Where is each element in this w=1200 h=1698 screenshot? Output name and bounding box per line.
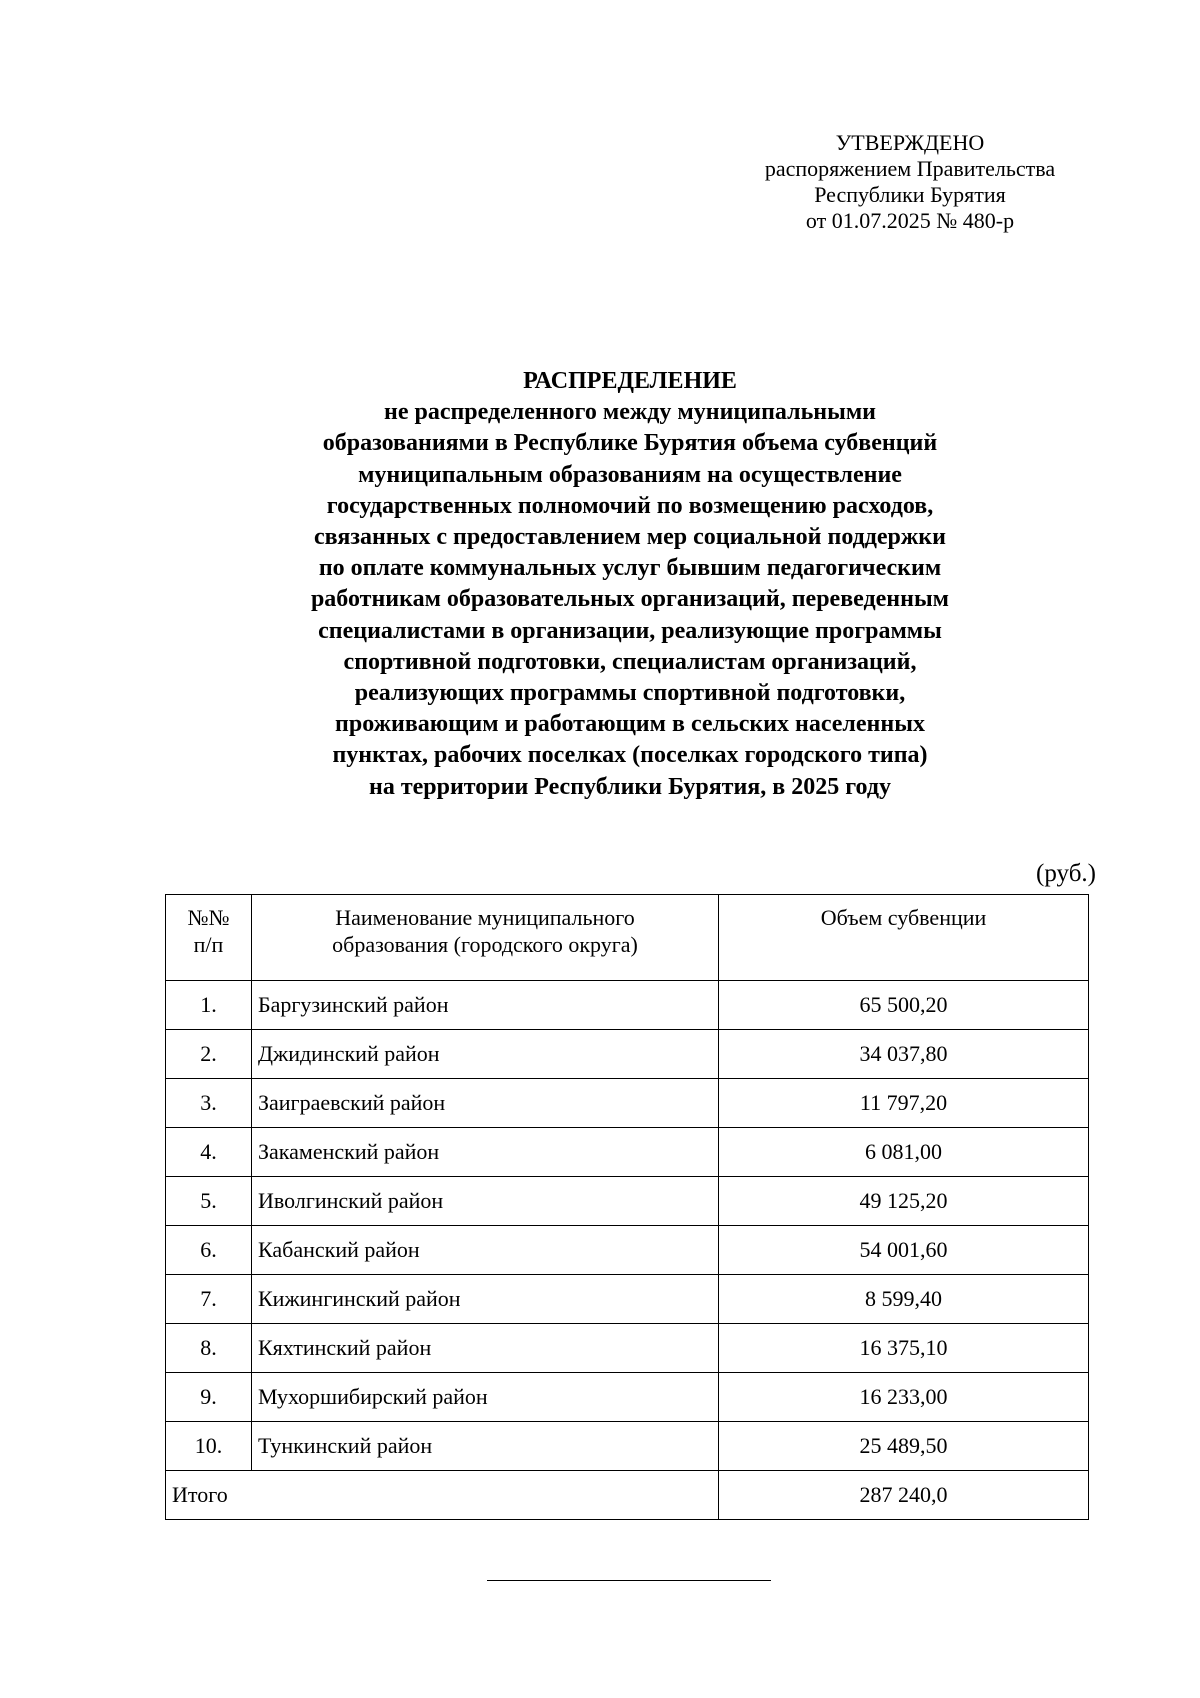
header-number xyxy=(166,895,252,981)
header-municipality-line2: образования (городского округа) xyxy=(332,932,638,957)
row-number: 5. xyxy=(166,1177,252,1226)
row-number: 6. xyxy=(166,1226,252,1275)
approval-heading: УТВЕРЖДЕНО xyxy=(835,130,985,155)
row-amount: 16 375,10 xyxy=(719,1324,1089,1373)
table-row xyxy=(166,1030,1089,1079)
row-amount: 65 500,20 xyxy=(719,981,1089,1030)
row-amount: 8 599,40 xyxy=(719,1275,1089,1324)
title-line: государственных полномочий по возмещению расходов, xyxy=(326,492,934,519)
header-municipality xyxy=(252,895,719,981)
table-row xyxy=(166,1226,1089,1275)
row-municipality: Заиграевский район xyxy=(252,1079,719,1128)
row-municipality: Баргузинский район xyxy=(252,981,719,1030)
title-heading: РАСПРЕДЕЛЕНИЕ xyxy=(523,368,737,394)
row-amount: 11 797,20 xyxy=(719,1079,1089,1128)
row-amount: 54 001,60 xyxy=(719,1226,1089,1275)
table-total-row xyxy=(166,1471,1089,1520)
title-line: муниципальным образованиям на осуществление xyxy=(358,461,902,488)
total-label: Итого xyxy=(166,1471,719,1520)
row-amount: 25 489,50 xyxy=(719,1422,1089,1471)
row-municipality: Кабанский район xyxy=(252,1226,719,1275)
title-line: связанных с предоставлением мер социальной поддержки xyxy=(314,524,946,551)
row-amount: 16 233,00 xyxy=(719,1373,1089,1422)
table-row xyxy=(166,981,1089,1030)
row-municipality: Закаменский район xyxy=(252,1128,719,1177)
title-line: реализующих программы спортивной подготовки, xyxy=(354,680,906,707)
row-number: 2. xyxy=(166,1030,252,1079)
title-line: образованиями в Республике Бурятия объема субвенций xyxy=(322,430,938,457)
title-line: работникам образовательных организаций, переведенным xyxy=(310,586,950,613)
row-number: 8. xyxy=(166,1324,252,1373)
header-amount: Объем субвенции xyxy=(719,895,1089,981)
approval-date-number: от 01.07.2025 № 480-р xyxy=(805,208,1015,233)
table-row xyxy=(166,1324,1089,1373)
title-line: специалистами в организации, реализующие программы xyxy=(318,617,942,644)
header-number-line2: п/п xyxy=(193,932,224,957)
row-municipality: Иволгинский район xyxy=(252,1177,719,1226)
table-row xyxy=(166,1177,1089,1226)
title-line: на территории Республики Бурятия, в 2025 году xyxy=(369,773,891,800)
row-municipality: Джидинский район xyxy=(252,1030,719,1079)
approval-order-line: распоряжением Правительства xyxy=(764,156,1056,181)
row-amount: 34 037,80 xyxy=(719,1030,1089,1079)
distribution-table xyxy=(165,894,1089,1520)
row-amount: 49 125,20 xyxy=(719,1177,1089,1226)
header-number-line1: №№ xyxy=(187,905,230,930)
table-header-row xyxy=(166,895,1089,981)
row-municipality: Мухоршибирский район xyxy=(252,1373,719,1422)
row-number: 9. xyxy=(166,1373,252,1422)
row-number: 10. xyxy=(166,1422,252,1471)
row-number: 7. xyxy=(166,1275,252,1324)
row-municipality: Тункинский район xyxy=(252,1422,719,1471)
title-line: спортивной подготовки, специалистам организаций, xyxy=(343,648,917,675)
approval-block xyxy=(720,130,1100,234)
title-line: пунктах, рабочих поселках (поселках городского типа) xyxy=(332,742,928,769)
title-line: проживающим и работающим в сельских населенных xyxy=(335,711,925,738)
unit-label: (руб.) xyxy=(1036,860,1096,887)
table-row xyxy=(166,1422,1089,1471)
row-number: 3. xyxy=(166,1079,252,1128)
table-row xyxy=(166,1079,1089,1128)
table-row xyxy=(166,1275,1089,1324)
row-municipality: Кяхтинский район xyxy=(252,1324,719,1373)
row-municipality: Кижингинский район xyxy=(252,1275,719,1324)
document-title xyxy=(160,366,1100,803)
row-number: 1. xyxy=(166,981,252,1030)
title-line: по оплате коммунальных услуг бывшим педагогическим xyxy=(318,555,942,582)
closing-divider xyxy=(487,1580,771,1581)
total-amount: 287 240,0 xyxy=(719,1471,1089,1520)
table-row xyxy=(166,1128,1089,1177)
row-number: 4. xyxy=(166,1128,252,1177)
header-municipality-line1: Наименование муниципального xyxy=(335,905,635,930)
row-amount: 6 081,00 xyxy=(719,1128,1089,1177)
title-line: не распределенного между муниципальными xyxy=(384,399,876,426)
approval-republic-line: Республики Бурятия xyxy=(814,182,1006,207)
table-row xyxy=(166,1373,1089,1422)
